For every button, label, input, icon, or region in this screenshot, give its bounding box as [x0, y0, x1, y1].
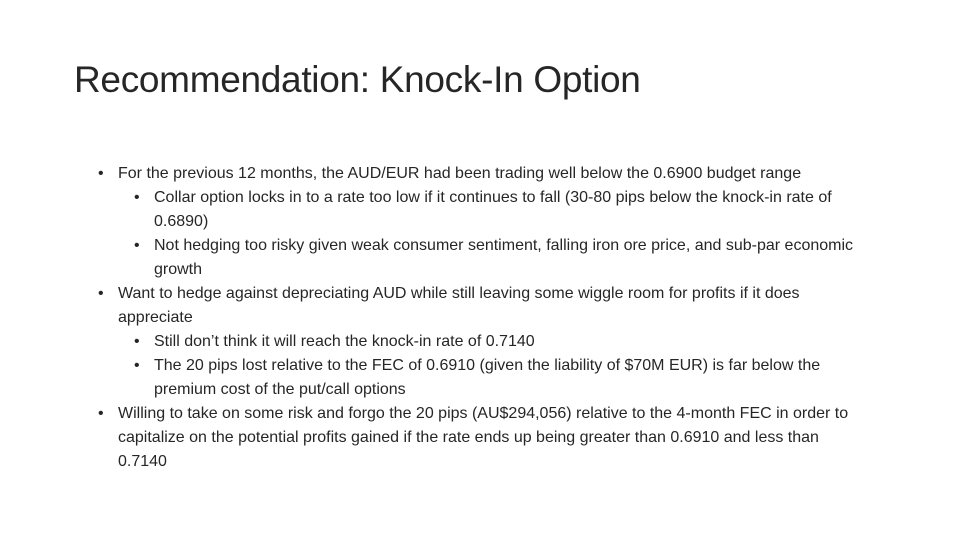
bullet-text: Want to hedge against depreciating AUD while still leaving some wiggle room for profits if it does appreciate — [118, 285, 800, 326]
bullet-text: For the previous 12 months, the AUD/EUR had been trading well below the 0.6900 budget range — [118, 165, 802, 182]
sub-bullet-item — [98, 330, 858, 354]
bullet-icon: • — [134, 333, 140, 350]
bullet-text: The 20 pips lost relative to the FEC of 0.6910 (given the liability of $70M EUR) is far below the premium cost of the put/call options — [154, 357, 821, 398]
bullet-text: Still don’t think it will reach the knock-in rate of 0.7140 — [154, 333, 535, 350]
bullet-icon: • — [134, 357, 140, 374]
bullet-icon: • — [98, 165, 104, 182]
bullet-list — [98, 162, 858, 474]
bullet-item — [98, 282, 858, 330]
bullet-text: Collar option locks in to a rate too low if it continues to fall (30-80 pips below the knock-in rate of 0.6890) — [154, 189, 832, 230]
bullet-icon: • — [98, 405, 104, 422]
bullet-item — [98, 162, 858, 186]
bullet-icon: • — [134, 237, 140, 254]
bullet-text: Not hedging too risky given weak consumer sentiment, falling iron ore price, and sub-par economic growth — [154, 237, 854, 278]
bullet-icon: • — [134, 189, 140, 206]
sub-bullet-item — [98, 234, 858, 282]
bullet-item — [98, 402, 858, 474]
bullet-text: Willing to take on some risk and forgo the 20 pips (AU$294,056) relative to the 4-month FEC in order to capitalize on the potential profits gained if the rate ends up being greater than 0.6910 and less than 0.7140 — [118, 405, 849, 470]
sub-bullet-item — [98, 354, 858, 402]
sub-bullet-item — [98, 186, 858, 234]
bullet-icon: • — [98, 285, 104, 302]
slide-title: Recommendation: Knock-In Option — [74, 59, 641, 100]
